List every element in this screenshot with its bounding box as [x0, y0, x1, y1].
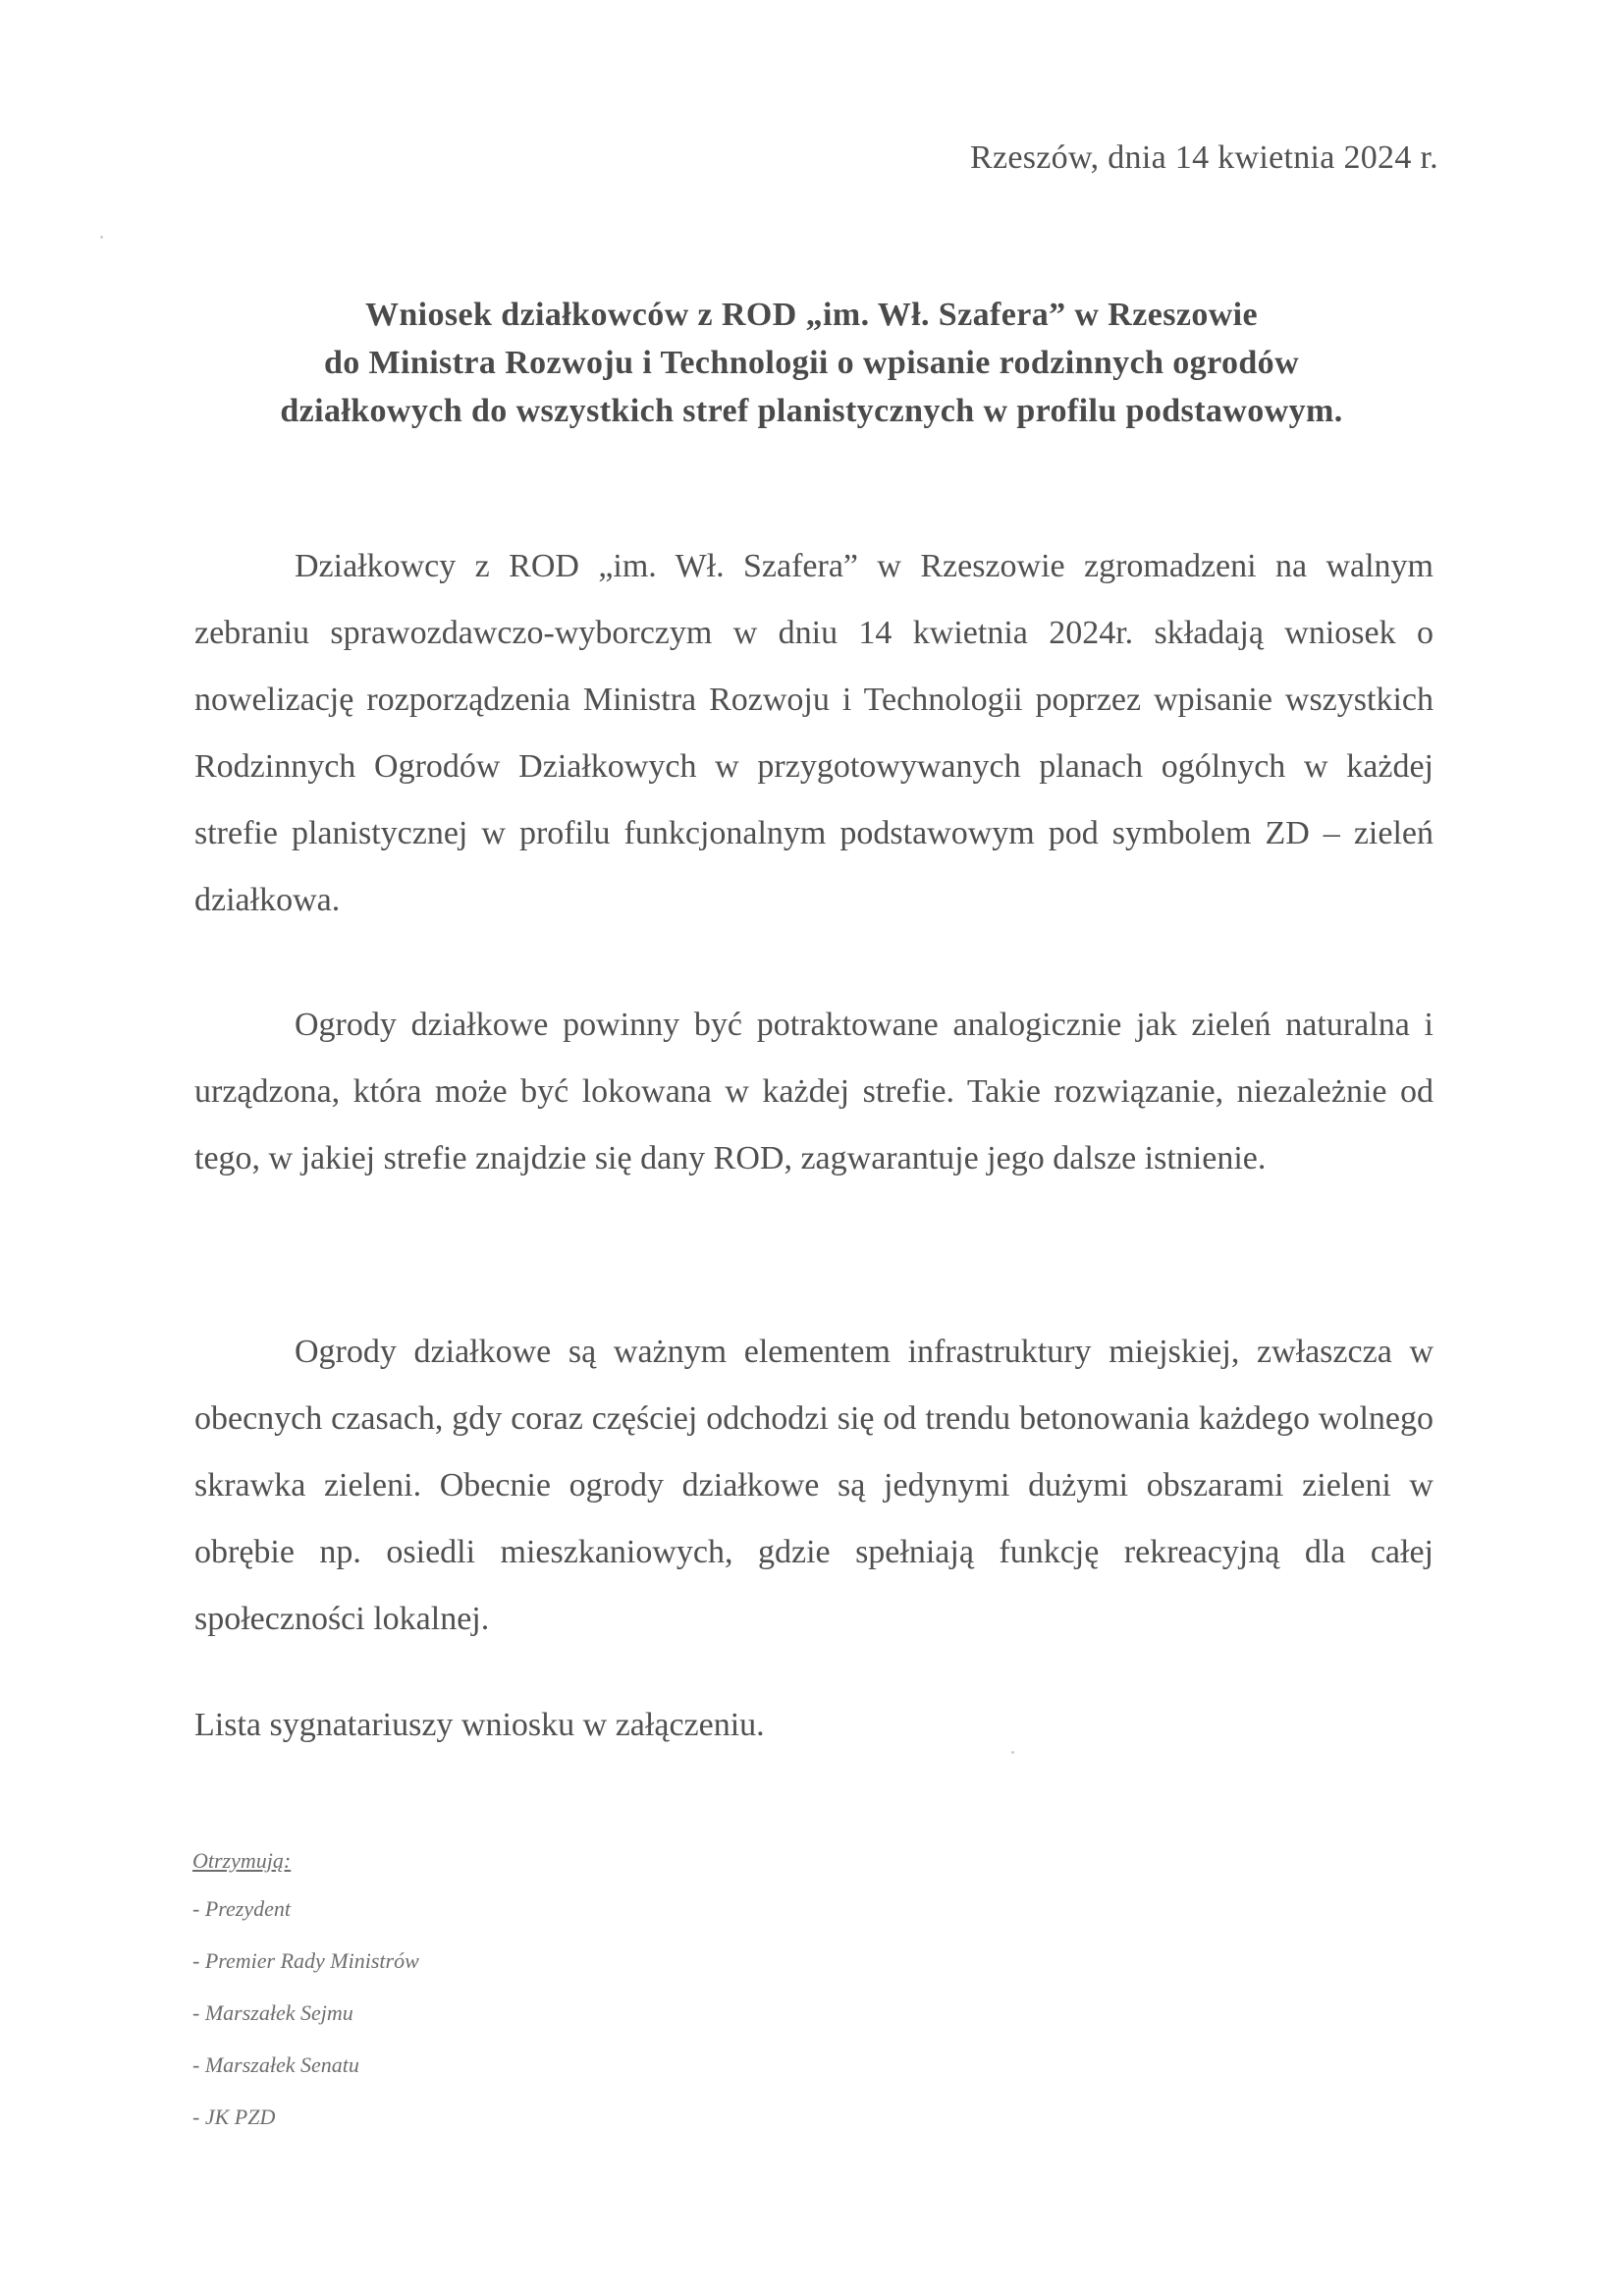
date-line: Rzeszów, dnia 14 kwietnia 2024 r. — [970, 139, 1438, 176]
paragraph-1 — [194, 533, 1434, 934]
paragraph-3-text: Ogrody działkowe są ważnym elementem infrastruktury miejskiej, zwłaszcza w obecnych czasach, gdy coraz częściej odchodzi się od trendu betonowania każdego wolnego skrawka zieleni. Obecnie ogrody działkowe są jedynymi dużymi obszarami zieleni w obrębie np. osiedli mieszkaniowych, gdzie spełniają funkcję rekreacyjną dla całej społeczności lokalnej. — [194, 1334, 1434, 1637]
scan-speck — [1011, 1751, 1014, 1754]
recipient-item: - JK PZD — [192, 2105, 276, 2129]
recipient-item: - Prezydent — [192, 1896, 291, 1921]
paragraph-3 — [194, 1319, 1434, 1653]
paragraph-1-text: Działkowcy z ROD „im. Wł. Szafera” w Rzeszowie zgromadzeni na walnym zebraniu sprawozdawczo-wyborczym w dniu 14 kwietnia 2024r. składają wniosek o nowelizację rozporządzenia Ministra Rozwoju i Technologii poprzez wpisanie wszystkich Rodzinnych Ogrodów Działkowych w przygotowywanych planach ogólnych w każdej strefie planistycznej w profilu funkcjonalnym podstawowym pod symbolem ZD – zieleń działkowa. — [194, 548, 1434, 918]
attachment-note: Lista sygnatariuszy wniosku w załączeniu. — [194, 1707, 765, 1743]
title-line-3: działkowych do wszystkich stref planistycznych w profilu podstawowym. — [280, 393, 1343, 429]
recipient-item: - Marszałek Sejmu — [192, 2000, 353, 2025]
document-title — [177, 291, 1446, 435]
recipient-item: - Premier Rady Ministrów — [192, 1948, 419, 1973]
title-line-1: Wniosek działkowców z ROD „im. Wł. Szafera” w Rzeszowie — [364, 297, 1259, 333]
recipients-heading: Otrzymują: — [192, 1848, 292, 1873]
scan-speck — [100, 236, 103, 239]
paragraph-2-text: Ogrody działkowe powinny być potraktowane analogicznie jak zieleń naturalna i urządzona, która może być lokowana w każdej strefie. Takie rozwiązanie, niezależnie od tego, w jakiej strefie znajdzie się dany ROD, zagwarantuje jego dalsze istnienie. — [194, 1007, 1434, 1176]
recipient-item: - Marszałek Senatu — [192, 2052, 359, 2077]
title-line-2: do Ministra Rozwoju i Technologii o wpisanie rodzinnych ogrodów — [323, 345, 1300, 381]
recipients-list — [192, 1848, 419, 2155]
paragraph-2 — [194, 992, 1434, 1192]
